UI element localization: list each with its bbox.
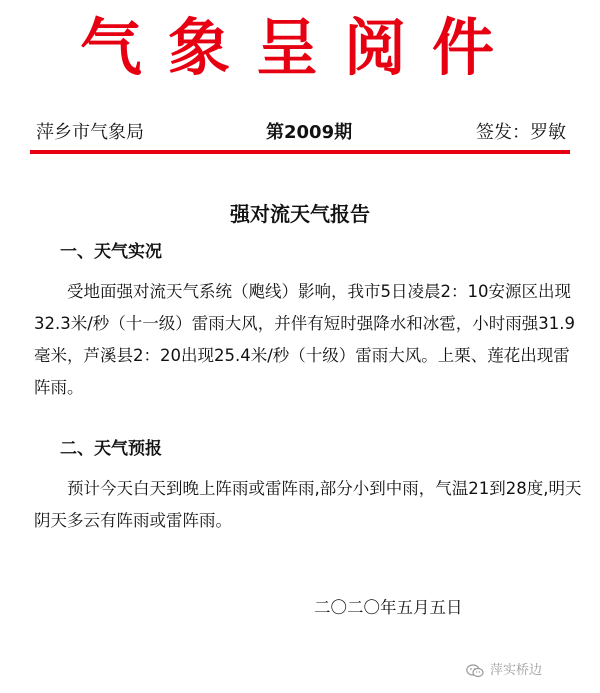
red-divider (30, 150, 570, 154)
watermark-text: 萍实桥边 (490, 663, 543, 678)
watermark (466, 660, 542, 682)
section1-heading: 一、天气实况 (60, 242, 162, 262)
issuer: 萍乡市气象局 (36, 122, 144, 143)
issue-number: 第2009期 (266, 122, 353, 143)
masthead-title: 气象呈阅件 (79, 11, 520, 84)
info-bar (36, 120, 566, 146)
signer: 签发：罗敏 (476, 122, 566, 143)
report-date: 二〇二〇年五月五日 (314, 598, 463, 617)
section2-text: 预计今天白天到晚上阵雨或雷阵雨,部分小到中雨，气温21到28度,明天阴天多云有阵雨或雷阵雨。 (34, 479, 582, 530)
wechat-icon (466, 664, 484, 678)
section2-heading: 二、天气预报 (60, 439, 162, 459)
report-title: 强对流天气报告 (230, 202, 370, 226)
section1-text: 受地面强对流天气系统（飑线）影响，我市5日凌晨2：10安源区出现32.3米/秒（十一级）雷雨大风，并伴有短时强降水和冰雹，小时雨强31.9毫米，芦溪县2：20出现25.4米/秒（十级）雷雨大风。上栗、莲花出现雷阵雨。 (34, 282, 576, 397)
